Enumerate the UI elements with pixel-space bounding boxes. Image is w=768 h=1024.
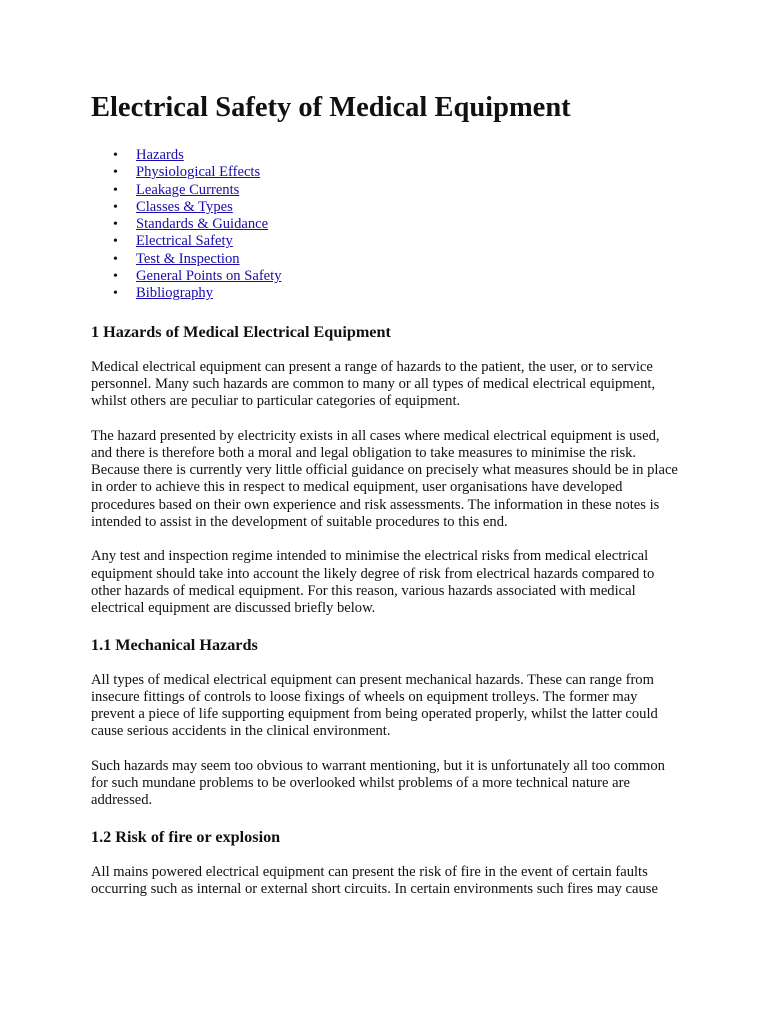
toc-link-electrical-safety[interactable]: Electrical Safety [136, 233, 233, 250]
toc-link-test-inspection[interactable]: Test & Inspection [136, 250, 240, 267]
table-of-contents [91, 147, 681, 303]
toc-link-classes-types[interactable]: Classes & Types [136, 198, 233, 215]
toc-item-classes-types [91, 199, 681, 216]
toc-item-test-inspection [91, 251, 681, 268]
section-heading-hazards: 1 Hazards of Medical Electrical Equipment [91, 322, 391, 341]
toc-link-bibliography[interactable]: Bibliography [136, 285, 214, 302]
toc-link-general-points[interactable]: General Points on Safety [136, 268, 282, 285]
body-paragraph: Such hazards may seem too obvious to warrant mentioning, but it is unfortunately all too common for such mundane problems to be overlooked whilst problems of a more technical nature are addressed. [91, 757, 665, 809]
body-paragraph: The hazard presented by electricity exists in all cases where medical electrical equipment is used, and there is therefore both a moral and legal obligation to take measures to minimise the risk. Because there is currently very little official guidance on precisely what measures should be in place in order to achieve this in respect to medical equipment, user organisations have developed procedures based on their own experience and risk assessments. The information in these notes is intended to assist in the development of suitable procedures to this end. [91, 427, 678, 531]
toc-item-standards-guidance [91, 216, 681, 233]
toc-link-leakage-currents[interactable]: Leakage Currents [136, 181, 240, 198]
toc-item-physiological-effects [91, 164, 681, 181]
section-heading-mechanical-hazards: 1.1 Mechanical Hazards [91, 635, 258, 654]
body-paragraph: All mains powered electrical equipment can present the risk of fire in the event of certain faults occurring such as internal or external short circuits. In certain environments such fires may cause [91, 863, 658, 897]
toc-link-standards-guidance[interactable]: Standards & Guidance [136, 216, 269, 233]
page-title: Electrical Safety of Medical Equipment [91, 92, 571, 123]
body-paragraph: All types of medical electrical equipment can present mechanical hazards. These can range from insecure fittings of controls to loose fixings of wheels on equipment trolleys. The former may prevent a piece of life supporting equipment from being operated properly, whilst the latter could cause serious accidents in the clinical environment. [91, 671, 658, 740]
toc-item-hazards [91, 147, 681, 164]
article-body [91, 88, 681, 915]
section-heading-fire-explosion: 1.2 Risk of fire or explosion [91, 827, 281, 846]
toc-link-physiological-effects[interactable]: Physiological Effects [136, 164, 261, 181]
toc-item-electrical-safety [91, 233, 681, 250]
toc-item-general-points [91, 268, 681, 285]
body-paragraph: Any test and inspection regime intended to minimise the electrical risks from medical electrical equipment should take into account the likely degree of risk from electrical hazards compared to other hazards of medical equipment. For this reason, various hazards associated with medical electrical equipment are discussed briefly below. [91, 548, 655, 617]
body-paragraph: Medical electrical equipment can present a range of hazards to the patient, the user, or to service personnel. Many such hazards are common to many or all types of medical electrical equipment, whilst others are peculiar to particular categories of equipment. [91, 358, 656, 410]
toc-link-hazards[interactable]: Hazards [136, 147, 184, 163]
toc-item-bibliography [91, 285, 681, 302]
toc-item-leakage-currents [91, 182, 681, 199]
